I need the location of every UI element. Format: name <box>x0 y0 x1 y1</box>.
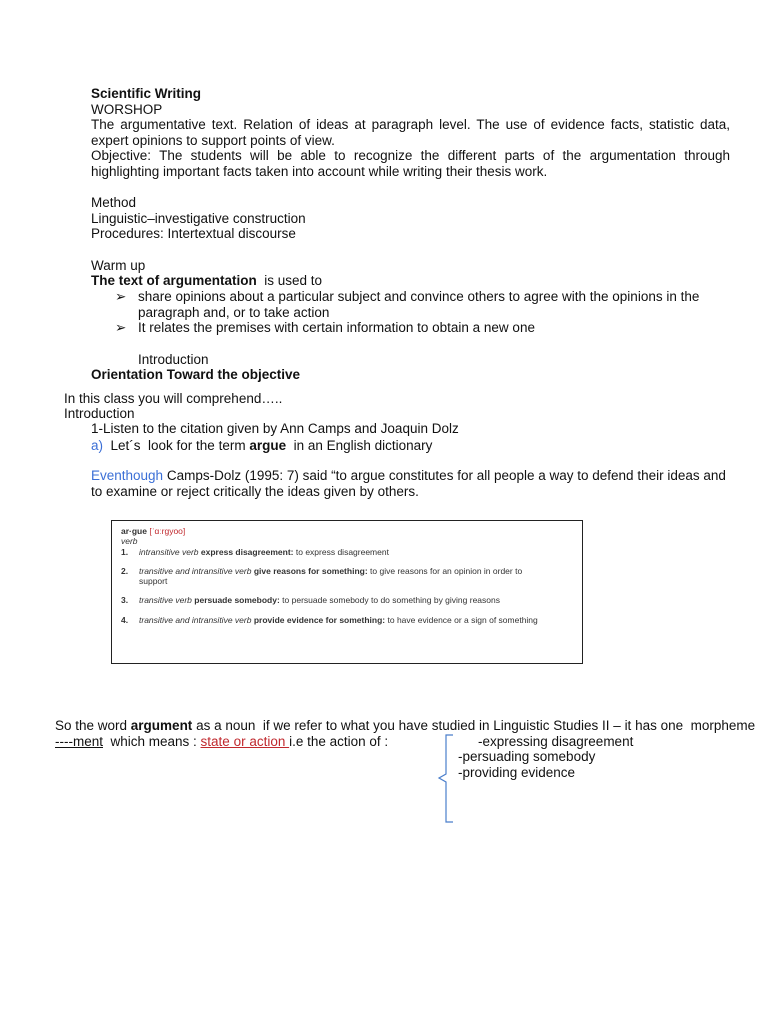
document-subtitle: WORSHOP <box>91 102 163 117</box>
introduction-label-2: Introduction <box>64 406 135 421</box>
item-a-pre: Let´s look for the term <box>103 438 250 453</box>
dictionary-entry-box <box>111 520 583 664</box>
dictionary-entry-2 <box>121 566 522 576</box>
warmup-label: Warm up <box>91 258 146 273</box>
intro-description: The argumentative text. Relation of ideas at paragraph level. The use of evidence facts, statistic data, expert opinions to support points of view. <box>91 117 730 148</box>
warmup-bullet-2: It relates the premises with certain information to obtain a new one <box>138 320 535 335</box>
warmup-rest: is used to <box>256 273 323 288</box>
document-title: Scientific Writing <box>91 86 202 101</box>
citation-text: Camps-Dolz (1995: 7) said “to argue constitutes for all people a way to defend their ideas and to examine or reject critically the ideas given by others. <box>91 468 726 499</box>
curly-brace-icon <box>437 734 457 824</box>
dictionary-headword: ar·gue <box>121 526 147 536</box>
dictionary-pronunciation: [ˈɑːrgyoo] <box>149 526 186 536</box>
dictionary-entry-num: 1. <box>121 547 129 557</box>
state-or-action-link[interactable]: state or action <box>200 734 290 749</box>
dictionary-entry-sense: provide evidence for something: <box>253 615 386 625</box>
dictionary-entry-sense: express disagreement: <box>200 547 294 557</box>
dictionary-pos: verb <box>121 536 138 546</box>
dictionary-entry-type: transitive and intransitive verb <box>139 615 252 625</box>
citation-paragraph <box>91 468 731 499</box>
dictionary-entry-sense: give reasons for something: <box>253 566 368 576</box>
conclusion-ie: i.e the action of : <box>289 734 389 749</box>
method-label: Method <box>91 195 137 210</box>
dictionary-entry-4 <box>121 615 538 625</box>
action-item-1: -expressing disagreement <box>478 734 634 749</box>
conclusion-term: argument <box>130 718 193 733</box>
conclusion-means: which means : <box>103 734 201 749</box>
action-item-2: -persuading somebody <box>458 749 596 764</box>
listen-line: 1-Listen to the citation given by Ann Camps and Joaquin Dolz <box>91 421 459 436</box>
dictionary-entry-num: 4. <box>121 615 129 625</box>
dictionary-entry-def: to give reasons for an opinion in order to <box>367 566 523 576</box>
orientation-heading: Orientation Toward the objective <box>91 367 301 382</box>
dictionary-entry-sense: persuade somebody: <box>194 595 280 605</box>
dictionary-entry-2-continued: support <box>139 576 168 586</box>
bullet-arrow-icon: ➢ <box>115 289 127 304</box>
warmup-bold: The text of argumentation <box>91 273 257 288</box>
introduction-label: Introduction <box>138 352 209 367</box>
dictionary-entry-def: to have evidence or a sign of something <box>385 615 538 625</box>
dictionary-entry-num: 2. <box>121 566 129 576</box>
action-item-3: -providing evidence <box>458 765 576 780</box>
dictionary-headword-line <box>121 526 185 536</box>
morpheme-suffix: ----ment <box>55 734 103 749</box>
dictionary-entry-num: 3. <box>121 595 129 605</box>
warmup-bullet-1: share opinions about a particular subject and convince others to agree with the opinions in the paragraph and, or to take action <box>138 289 700 320</box>
dictionary-entry-def: to persuade somebody to do something by giving reasons <box>279 595 500 605</box>
comprehend-line: In this class you will comprehend….. <box>64 391 283 406</box>
conclusion-line-2 <box>55 734 388 750</box>
conclusion-pre: So the word <box>55 718 131 733</box>
dictionary-entry-def: to express disagreement <box>293 547 389 557</box>
dictionary-entry-type: transitive verb <box>139 595 192 605</box>
item-a-marker: a) <box>91 438 104 453</box>
item-a-post: in an English dictionary <box>286 438 433 453</box>
dictionary-entry-1 <box>121 547 389 557</box>
conclusion-post: as a noun if we refer to what you have studied in Linguistic Studies II – it has one morpheme <box>192 718 756 733</box>
method-line-1: Linguistic–investigative construction <box>91 211 306 226</box>
method-line-2: Procedures: Intertextual discourse <box>91 226 296 241</box>
intro-objective: Objective: The students will be able to recognize the different parts of the argumentation through highlighting important facts taken into account while writing their thesis work. <box>91 148 730 179</box>
warmup-intro <box>91 273 322 289</box>
conclusion-line-1 <box>55 718 755 734</box>
bullet-arrow-icon: ➢ <box>115 320 127 335</box>
item-a-term: argue <box>249 438 287 453</box>
dictionary-entry-3 <box>121 595 500 605</box>
citation-highlight: Eventhough <box>91 468 164 483</box>
dictionary-entry-type: transitive and intransitive verb <box>139 566 252 576</box>
dictionary-entry-type: intransitive verb <box>139 547 199 557</box>
item-a <box>91 438 432 454</box>
